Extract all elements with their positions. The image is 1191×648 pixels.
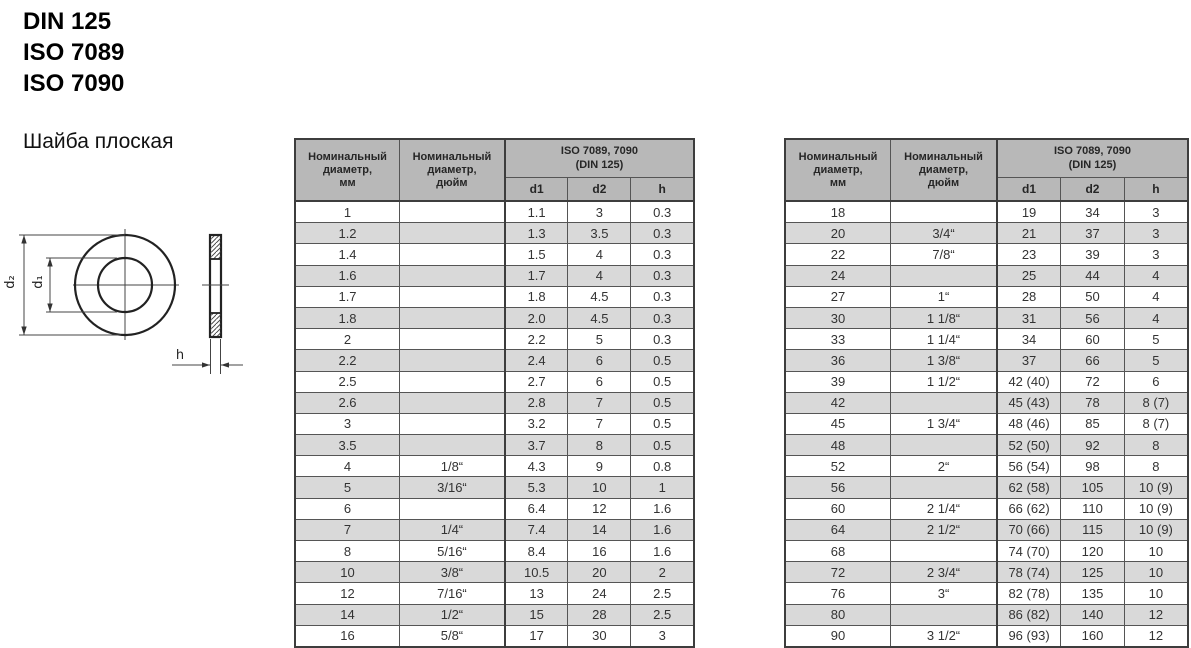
table-cell: 1.8 — [295, 307, 400, 328]
table-cell: 21 — [997, 223, 1061, 244]
table-cell: 28 — [568, 604, 631, 625]
table-cell: 48 (46) — [997, 413, 1061, 434]
table-cell: 76 — [785, 583, 891, 604]
table-row — [295, 541, 694, 562]
table-cell: 42 — [785, 392, 891, 413]
table-cell — [400, 286, 505, 307]
table-row — [785, 604, 1188, 625]
table-cell: 2.5 — [631, 604, 694, 625]
table-cell: 3/4“ — [891, 223, 997, 244]
table-cell: 37 — [997, 350, 1061, 371]
table-cell: 0.5 — [631, 413, 694, 434]
table-cell: 39 — [1061, 244, 1125, 265]
table-cell: 42 (40) — [997, 371, 1061, 392]
table-row — [295, 392, 694, 413]
table-cell: 80 — [785, 604, 891, 625]
table-cell: 31 — [997, 307, 1061, 328]
table-cell: 3.5 — [568, 223, 631, 244]
table-row — [295, 244, 694, 265]
table-row — [295, 477, 694, 498]
table-cell: 92 — [1061, 435, 1125, 456]
table-cell: 105 — [1061, 477, 1125, 498]
standards-list — [23, 6, 124, 99]
table-cell: 3 — [1124, 223, 1188, 244]
table-cell: 19 — [997, 201, 1061, 223]
table-cell: 8 — [1124, 435, 1188, 456]
table-cell: 0.8 — [631, 456, 694, 477]
table-cell — [400, 307, 505, 328]
table-cell: 1 1/8“ — [891, 307, 997, 328]
table-cell: 3 1/2“ — [891, 625, 997, 647]
table-cell: 68 — [785, 541, 891, 562]
table-cell: 4.3 — [505, 456, 568, 477]
table-cell: 160 — [1061, 625, 1125, 647]
table-row — [295, 604, 694, 625]
table-cell: 4.5 — [568, 307, 631, 328]
table-cell: 20 — [785, 223, 891, 244]
table-cell: 2 — [631, 562, 694, 583]
dimensions-table-large-sizes — [784, 138, 1189, 648]
table-cell: 8 — [568, 435, 631, 456]
table-cell: 1.2 — [295, 223, 400, 244]
table-cell — [400, 350, 505, 371]
table-cell: 56 — [1061, 307, 1125, 328]
table-cell: 45 — [785, 413, 891, 434]
hatch-bottom — [210, 313, 221, 336]
table-cell: 0.3 — [631, 201, 694, 223]
table-row — [785, 435, 1188, 456]
table-row — [295, 625, 694, 647]
table-cell: 12 — [295, 583, 400, 604]
table-cell: 13 — [505, 583, 568, 604]
table-cell: 37 — [1061, 223, 1125, 244]
table-cell: 2“ — [891, 456, 997, 477]
table-cell: 3 — [631, 625, 694, 647]
table-cell — [400, 244, 505, 265]
table-body — [785, 201, 1188, 647]
table-cell: 33 — [785, 329, 891, 350]
table-cell: 3.2 — [505, 413, 568, 434]
table-cell: 8 — [295, 541, 400, 562]
column-header-nominal-inch: Номинальный диаметр, дюйм — [891, 139, 997, 201]
table-cell: 23 — [997, 244, 1061, 265]
table-row — [785, 583, 1188, 604]
table-cell: 6.4 — [505, 498, 568, 519]
table-cell: 1/8“ — [400, 456, 505, 477]
table-cell: 0.5 — [631, 371, 694, 392]
table-cell: 2 3/4“ — [891, 562, 997, 583]
table-cell: 1/4“ — [400, 519, 505, 540]
table-cell: 1/2“ — [400, 604, 505, 625]
table-cell: 3 — [295, 413, 400, 434]
table-cell: 0.5 — [631, 350, 694, 371]
table-cell: 6 — [1124, 371, 1188, 392]
table-cell: 30 — [785, 307, 891, 328]
table-cell: 2 — [295, 329, 400, 350]
table-row — [295, 519, 694, 540]
table-row — [785, 201, 1188, 223]
column-header-iso-group: ISO 7089, 7090 (DIN 125) — [505, 139, 694, 177]
table-cell: 2 1/2“ — [891, 519, 997, 540]
table-row — [785, 477, 1188, 498]
table-row — [785, 456, 1188, 477]
table-cell: 10 (9) — [1124, 477, 1188, 498]
table-cell: 1“ — [891, 286, 997, 307]
table-row — [295, 329, 694, 350]
table-row — [785, 265, 1188, 286]
table-cell: 10 — [568, 477, 631, 498]
table-cell: 1.3 — [505, 223, 568, 244]
table-row — [295, 562, 694, 583]
table-cell: 45 (43) — [997, 392, 1061, 413]
table-cell: 2.5 — [631, 583, 694, 604]
table-cell: 5 — [568, 329, 631, 350]
table-cell: 0.5 — [631, 392, 694, 413]
table-cell: 28 — [997, 286, 1061, 307]
table-cell: 2.6 — [295, 392, 400, 413]
table-cell: 1 1/4“ — [891, 329, 997, 350]
table-cell — [891, 392, 997, 413]
table-cell: 4 — [1124, 265, 1188, 286]
column-header-d2: d2 — [1061, 177, 1125, 201]
washer-side-view — [202, 235, 229, 337]
table-cell: 4 — [568, 244, 631, 265]
table-cell: 60 — [1061, 329, 1125, 350]
table-cell: 5/8“ — [400, 625, 505, 647]
dimensions-table-small-sizes — [294, 138, 695, 648]
table-cell — [400, 413, 505, 434]
table-row — [295, 583, 694, 604]
table-cell: 4 — [295, 456, 400, 477]
table-cell: 70 (66) — [997, 519, 1061, 540]
table-cell: 7 — [568, 413, 631, 434]
table-cell: 12 — [1124, 625, 1188, 647]
table-cell: 0.3 — [631, 286, 694, 307]
table-cell: 1.7 — [505, 265, 568, 286]
table-row — [785, 350, 1188, 371]
column-header-h: h — [631, 177, 694, 201]
column-header-nominal-mm: Номинальный диаметр, мм — [295, 139, 400, 201]
table-cell — [400, 329, 505, 350]
table-row — [295, 413, 694, 434]
table-cell — [400, 498, 505, 519]
standard-din: DIN 125 — [23, 8, 112, 35]
table-row — [295, 498, 694, 519]
table-cell: 39 — [785, 371, 891, 392]
table-cell — [891, 477, 997, 498]
table-cell: 36 — [785, 350, 891, 371]
column-header-d1: d1 — [997, 177, 1061, 201]
table-cell: 8 — [1124, 456, 1188, 477]
table-cell: 1 — [631, 477, 694, 498]
table-cell — [400, 265, 505, 286]
table-cell: 2.2 — [295, 350, 400, 371]
table-cell: 24 — [568, 583, 631, 604]
table-cell: 140 — [1061, 604, 1125, 625]
table-cell: 3/16“ — [400, 477, 505, 498]
table-cell: 74 (70) — [997, 541, 1061, 562]
table-cell: 27 — [785, 286, 891, 307]
table-cell: 10 — [295, 562, 400, 583]
table-cell: 3 — [568, 201, 631, 223]
table-cell: 1.7 — [295, 286, 400, 307]
table-row — [785, 371, 1188, 392]
table-cell — [400, 392, 505, 413]
table-cell — [891, 201, 997, 223]
table-cell: 10 (9) — [1124, 498, 1188, 519]
table-row — [785, 498, 1188, 519]
table-cell: 7/16“ — [400, 583, 505, 604]
table-cell: 6 — [295, 498, 400, 519]
standard-iso-7090: ISO 7090 — [23, 70, 125, 97]
table-row — [295, 307, 694, 328]
table-cell: 16 — [295, 625, 400, 647]
table-cell — [400, 223, 505, 244]
table-cell: 78 (74) — [997, 562, 1061, 583]
table-cell: 2.4 — [505, 350, 568, 371]
table-cell: 3 — [1124, 244, 1188, 265]
table-cell: 10.5 — [505, 562, 568, 583]
table-cell: 0.3 — [631, 307, 694, 328]
table-row — [785, 329, 1188, 350]
table-row — [785, 223, 1188, 244]
table-cell: 5 — [1124, 329, 1188, 350]
table-cell: 1 — [295, 201, 400, 223]
table-row — [785, 307, 1188, 328]
table-cell: 6 — [568, 371, 631, 392]
table-cell: 30 — [568, 625, 631, 647]
column-header-d2: d2 — [568, 177, 631, 201]
table-cell: 60 — [785, 498, 891, 519]
table-cell: 3“ — [891, 583, 997, 604]
washer-technical-drawing — [0, 198, 260, 388]
table-cell: 125 — [1061, 562, 1125, 583]
table-cell: 115 — [1061, 519, 1125, 540]
table-cell: 110 — [1061, 498, 1125, 519]
table-cell: 1.6 — [631, 541, 694, 562]
table-cell: 2.5 — [295, 371, 400, 392]
d2-dimension-label: d₂ — [3, 275, 18, 289]
table-cell: 1.4 — [295, 244, 400, 265]
table-cell: 0.3 — [631, 223, 694, 244]
table-cell: 2.0 — [505, 307, 568, 328]
table-cell — [891, 265, 997, 286]
table-cell: 4.5 — [568, 286, 631, 307]
table-cell — [891, 604, 997, 625]
table-cell: 50 — [1061, 286, 1125, 307]
table-cell: 96 (93) — [997, 625, 1061, 647]
table-cell: 44 — [1061, 265, 1125, 286]
table-cell: 34 — [997, 329, 1061, 350]
table-cell: 56 — [785, 477, 891, 498]
table-cell: 72 — [1061, 371, 1125, 392]
table-cell: 14 — [295, 604, 400, 625]
table-cell: 64 — [785, 519, 891, 540]
table-cell: 12 — [1124, 604, 1188, 625]
table-cell: 98 — [1061, 456, 1125, 477]
table-cell: 14 — [568, 519, 631, 540]
table-cell: 18 — [785, 201, 891, 223]
table-cell: 3 — [1124, 201, 1188, 223]
table-cell: 2.2 — [505, 329, 568, 350]
washer-front-view — [73, 229, 179, 340]
table-row — [785, 392, 1188, 413]
table-cell: 6 — [568, 350, 631, 371]
table-row — [295, 435, 694, 456]
table-cell: 90 — [785, 625, 891, 647]
table-cell: 8 (7) — [1124, 392, 1188, 413]
product-name: Шайба плоская — [23, 130, 174, 153]
table-row — [785, 625, 1188, 647]
table-cell: 1 3/4“ — [891, 413, 997, 434]
table-cell: 15 — [505, 604, 568, 625]
table-cell: 5/16“ — [400, 541, 505, 562]
table-cell: 135 — [1061, 583, 1125, 604]
table-cell: 1.8 — [505, 286, 568, 307]
table-cell: 12 — [568, 498, 631, 519]
table-row — [295, 371, 694, 392]
table-cell: 66 — [1061, 350, 1125, 371]
table-cell: 56 (54) — [997, 456, 1061, 477]
table-cell: 0.3 — [631, 329, 694, 350]
table-cell: 16 — [568, 541, 631, 562]
table-cell: 8.4 — [505, 541, 568, 562]
table-cell — [891, 435, 997, 456]
table-cell: 25 — [997, 265, 1061, 286]
table-cell: 10 — [1124, 583, 1188, 604]
table-cell: 1.1 — [505, 201, 568, 223]
table-cell: 9 — [568, 456, 631, 477]
table-body — [295, 201, 694, 647]
h-dimension-label: h — [175, 348, 185, 363]
table-cell: 1.6 — [295, 265, 400, 286]
table-cell — [891, 541, 997, 562]
table-cell: 120 — [1061, 541, 1125, 562]
standard-iso-7089: ISO 7089 — [23, 39, 125, 66]
table-row — [295, 265, 694, 286]
table-cell: 7 — [568, 392, 631, 413]
table-cell: 78 — [1061, 392, 1125, 413]
table-cell: 4 — [1124, 307, 1188, 328]
table-row — [785, 286, 1188, 307]
table-row — [785, 244, 1188, 265]
table-cell: 1.6 — [631, 519, 694, 540]
table-row — [295, 223, 694, 244]
table-row — [785, 519, 1188, 540]
column-header-nominal-inch: Номинальный диаметр, дюйм — [400, 139, 505, 201]
table-cell: 86 (82) — [997, 604, 1061, 625]
table-row — [785, 413, 1188, 434]
table-cell: 2.8 — [505, 392, 568, 413]
table-cell: 20 — [568, 562, 631, 583]
table-cell: 5 — [295, 477, 400, 498]
table-row — [785, 562, 1188, 583]
table-cell: 3.5 — [295, 435, 400, 456]
dimension-h — [172, 339, 243, 374]
table-cell: 82 (78) — [997, 583, 1061, 604]
table-cell: 52 — [785, 456, 891, 477]
table-cell: 24 — [785, 265, 891, 286]
column-header-iso-group: ISO 7089, 7090 (DIN 125) — [997, 139, 1188, 177]
table-row — [785, 541, 1188, 562]
table-row — [295, 456, 694, 477]
table-row — [295, 350, 694, 371]
table-cell: 0.3 — [631, 265, 694, 286]
table-cell: 52 (50) — [997, 435, 1061, 456]
table-cell: 3.7 — [505, 435, 568, 456]
hatch-top — [210, 236, 221, 259]
table-cell: 7 — [295, 519, 400, 540]
table-cell: 4 — [568, 265, 631, 286]
table-cell: 5.3 — [505, 477, 568, 498]
table-cell: 0.5 — [631, 435, 694, 456]
table-cell: 10 (9) — [1124, 519, 1188, 540]
table-cell: 2.7 — [505, 371, 568, 392]
table-cell: 4 — [1124, 286, 1188, 307]
table-cell: 0.3 — [631, 244, 694, 265]
table-cell: 7/8“ — [891, 244, 997, 265]
table-cell — [400, 371, 505, 392]
table-cell: 10 — [1124, 541, 1188, 562]
table-row — [295, 286, 694, 307]
table-cell: 8 (7) — [1124, 413, 1188, 434]
table-cell — [400, 435, 505, 456]
table-cell: 1.5 — [505, 244, 568, 265]
table-cell: 2 1/4“ — [891, 498, 997, 519]
table-cell: 22 — [785, 244, 891, 265]
table-cell: 1 3/8“ — [891, 350, 997, 371]
table-cell: 1.6 — [631, 498, 694, 519]
column-header-h: h — [1124, 177, 1188, 201]
table-cell: 72 — [785, 562, 891, 583]
table-cell: 1 1/2“ — [891, 371, 997, 392]
table-cell: 34 — [1061, 201, 1125, 223]
table-cell: 3/8“ — [400, 562, 505, 583]
table-cell: 7.4 — [505, 519, 568, 540]
table-cell: 62 (58) — [997, 477, 1061, 498]
column-header-nominal-mm: Номинальный диаметр, мм — [785, 139, 891, 201]
d1-dimension-label: d₁ — [31, 275, 46, 289]
column-header-d1: d1 — [505, 177, 568, 201]
table-cell — [400, 201, 505, 223]
table-cell: 10 — [1124, 562, 1188, 583]
table-cell: 85 — [1061, 413, 1125, 434]
table-cell: 17 — [505, 625, 568, 647]
table-row — [295, 201, 694, 223]
table-cell: 5 — [1124, 350, 1188, 371]
table-cell: 48 — [785, 435, 891, 456]
table-cell: 66 (62) — [997, 498, 1061, 519]
